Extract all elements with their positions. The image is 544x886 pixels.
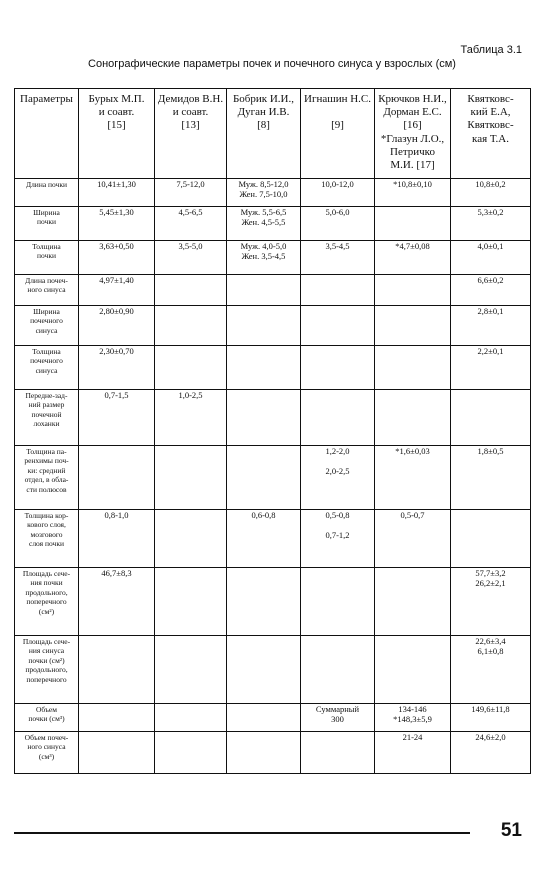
table-number: Таблица 3.1	[460, 44, 522, 56]
value-cell	[375, 306, 451, 346]
cell-line: Ширина	[33, 307, 60, 316]
parameter-name-cell	[15, 568, 79, 636]
cell-line: 0,5-0,7	[400, 510, 425, 520]
cell-line: почки	[37, 251, 56, 261]
cell-line: ний размер	[28, 400, 65, 410]
value-cell	[451, 390, 531, 446]
value-cell	[451, 704, 531, 732]
value-cell	[227, 390, 301, 446]
value-cell	[301, 446, 375, 510]
value-cell	[79, 390, 155, 446]
table-row	[15, 306, 531, 346]
cell-line: 1,2-2,0	[325, 446, 350, 456]
column-header-line: *Глазун Л.О.,	[380, 132, 445, 145]
cell-line: Длина почеч-	[25, 276, 68, 285]
cell-line: 2,8±0,1	[477, 306, 504, 316]
cell-line: 0,6-0,8	[251, 510, 276, 520]
value-cell	[155, 207, 227, 241]
cell-line: 46,7±8,3	[101, 568, 132, 578]
value-cell	[79, 346, 155, 390]
value-cell	[301, 704, 375, 732]
value-cell	[375, 179, 451, 207]
table-header	[15, 89, 531, 179]
cell-line: Толщина	[32, 242, 61, 251]
column-header-line: Параметры	[20, 93, 73, 105]
value-cell	[227, 241, 301, 275]
cell-line: 1,0-2,5	[178, 390, 203, 400]
column-header	[15, 89, 79, 179]
column-header-line: и соавт.	[98, 106, 135, 119]
column-header-line: Бобрик И.И.,	[232, 93, 295, 105]
cell-line: почки (см²)	[28, 655, 65, 665]
column-header	[451, 89, 531, 179]
value-cell	[301, 207, 375, 241]
column-header	[375, 89, 451, 179]
cell-line: синуса	[35, 325, 58, 335]
cell-line: Толщина па-	[26, 447, 67, 456]
parameter-name-cell	[15, 704, 79, 732]
value-cell	[451, 306, 531, 346]
value-cell	[155, 446, 227, 510]
value-cell	[301, 275, 375, 306]
cell-line: мозгового	[30, 529, 63, 539]
cell-line: Длина почки	[25, 180, 68, 189]
table-row	[15, 390, 531, 446]
value-cell	[451, 732, 531, 774]
value-cell	[451, 179, 531, 207]
column-header-line: [16]	[403, 119, 422, 132]
cell-line: 3,63+0,50	[99, 241, 134, 251]
value-cell	[301, 346, 375, 390]
cell-line: Передне-зад-	[25, 391, 68, 400]
parameters-table	[14, 88, 531, 774]
value-cell	[155, 568, 227, 636]
cell-line: кового слоя,	[27, 520, 66, 530]
value-cell	[155, 306, 227, 346]
cell-line: синуса	[35, 365, 58, 375]
value-cell	[375, 446, 451, 510]
table-row	[15, 568, 531, 636]
column-header-line	[303, 106, 372, 119]
column-header-line: Петричко	[390, 145, 435, 158]
cell-line: продольного,	[25, 587, 68, 597]
footer-rule	[14, 832, 470, 834]
value-cell	[301, 179, 375, 207]
column-header-line: Дуган И.В.	[237, 106, 290, 119]
cell-line: Муж. 8,5-12,0	[238, 179, 289, 189]
value-cell	[375, 390, 451, 446]
column-header	[79, 89, 155, 179]
cell-line: Объем почеч-	[24, 733, 69, 742]
cell-line: 10,0-12,0	[321, 179, 354, 189]
column-header-line: [15]	[107, 119, 126, 132]
value-cell	[375, 510, 451, 568]
cell-line: 22,6±3,4	[475, 636, 506, 646]
column-header-line: Демидов В.Н.	[157, 93, 224, 105]
parameter-name-cell	[15, 346, 79, 390]
cell-line: 57,7±3,2	[475, 568, 506, 578]
value-cell	[301, 636, 375, 704]
table-row	[15, 241, 531, 275]
cell-line: Объем	[36, 705, 57, 714]
cell-line: 21-24	[402, 732, 423, 742]
parameter-name-cell	[15, 390, 79, 446]
column-header-line: кая Т.А.	[472, 132, 509, 145]
cell-line: 3,5-5,0	[178, 241, 203, 251]
cell-line: 7,5-12,0	[176, 179, 205, 189]
value-cell	[155, 179, 227, 207]
cell-line: 3,5-4,5	[325, 241, 350, 251]
cell-line: 10,41±1,30	[97, 179, 136, 189]
parameter-name-cell	[15, 241, 79, 275]
cell-line: ки: средний	[27, 465, 66, 475]
cell-line: почки	[37, 217, 56, 227]
table-row	[15, 704, 531, 732]
header-row	[15, 89, 531, 179]
table-row	[15, 346, 531, 390]
cell-line: 0,7-1,2	[325, 529, 350, 540]
column-header-line: и соавт.	[172, 106, 209, 119]
table-caption: Сонографические параметры почек и почечного синуса у взрослых (см)	[88, 58, 456, 70]
table-row	[15, 207, 531, 241]
cell-line: Суммарный	[315, 704, 360, 714]
value-cell	[301, 306, 375, 346]
cell-line: 4,0±0,1	[477, 241, 504, 251]
column-header-line: Дорман Е.С.	[383, 106, 442, 119]
cell-line: ния синуса	[28, 646, 65, 656]
value-cell	[227, 732, 301, 774]
page-number: 51	[500, 820, 522, 841]
value-cell	[451, 241, 531, 275]
value-cell	[375, 275, 451, 306]
value-cell	[227, 346, 301, 390]
table-body	[15, 179, 531, 774]
value-cell	[375, 346, 451, 390]
value-cell	[451, 446, 531, 510]
value-cell	[155, 346, 227, 390]
value-cell	[227, 275, 301, 306]
value-cell	[301, 732, 375, 774]
value-cell	[301, 568, 375, 636]
cell-line: 5,0-6,0	[325, 207, 350, 217]
cell-line: (см³)	[38, 751, 55, 761]
value-cell	[227, 568, 301, 636]
column-header-line: кий Е.А,	[470, 106, 511, 119]
table-row	[15, 510, 531, 568]
cell-line: ного синуса	[27, 742, 66, 752]
value-cell	[155, 275, 227, 306]
value-cell	[79, 179, 155, 207]
column-header-line: Бурых М.П.	[88, 93, 145, 105]
value-cell	[451, 636, 531, 704]
cell-line: 0,7-1,5	[104, 390, 129, 400]
column-header-line: Квятковс-	[467, 119, 514, 132]
cell-line: 0,5-0,8	[325, 510, 350, 520]
cell-line: 5,3±0,2	[477, 207, 504, 217]
parameter-name-cell	[15, 636, 79, 704]
value-cell	[79, 732, 155, 774]
cell-line: ренхимы поч-	[24, 456, 69, 466]
column-header-line: [8]	[257, 119, 270, 132]
cell-line: 24,6±2,0	[475, 732, 506, 742]
cell-line: слоя почки	[28, 539, 64, 549]
table-row	[15, 446, 531, 510]
cell-line: Ширина	[33, 208, 60, 217]
table-row	[15, 275, 531, 306]
table-row	[15, 179, 531, 207]
cell-line: отдел, в обла-	[24, 475, 69, 485]
value-cell	[79, 446, 155, 510]
cell-line: Толщина	[32, 347, 61, 356]
cell-line: ного синуса	[27, 285, 66, 295]
value-cell	[227, 179, 301, 207]
cell-line: 5,45±1,30	[99, 207, 134, 217]
value-cell	[227, 636, 301, 704]
cell-line: Площадь сече-	[22, 637, 71, 646]
cell-line: 134-146	[398, 704, 427, 714]
parameter-name-cell	[15, 732, 79, 774]
value-cell	[227, 207, 301, 241]
value-cell	[155, 704, 227, 732]
cell-line: сти полюсов	[26, 484, 67, 494]
value-cell	[79, 568, 155, 636]
cell-line: почечного	[30, 356, 63, 366]
cell-line: *1,6±0,03	[395, 446, 430, 456]
value-cell	[155, 241, 227, 275]
value-cell	[375, 241, 451, 275]
value-cell	[375, 704, 451, 732]
value-cell	[375, 568, 451, 636]
cell-line: 2,0-2,5	[325, 465, 350, 476]
cell-line: *4,7±0,08	[395, 241, 430, 251]
column-header-line: [13]	[181, 119, 200, 132]
table-row	[15, 636, 531, 704]
cell-line: 6,1±0,8	[477, 645, 504, 656]
table-row	[15, 732, 531, 774]
cell-line: Жен. 4,5-5,5	[241, 216, 286, 227]
cell-line: 4,5-6,5	[178, 207, 203, 217]
value-cell	[375, 732, 451, 774]
value-cell	[301, 510, 375, 568]
cell-line: 2,2±0,1	[477, 346, 504, 356]
cell-line: ния почки	[30, 578, 63, 588]
cell-line: почечного	[30, 316, 63, 326]
parameter-name-cell	[15, 510, 79, 568]
value-cell	[79, 275, 155, 306]
value-cell	[451, 510, 531, 568]
value-cell	[79, 241, 155, 275]
value-cell	[155, 636, 227, 704]
parameter-name-cell	[15, 275, 79, 306]
cell-line: *148,3±5,9	[393, 713, 432, 724]
cell-line: почечной	[31, 409, 62, 419]
cell-line: 2,30±0,70	[99, 346, 134, 356]
cell-line: Толщина кор-	[24, 511, 69, 520]
cell-line: почки (см³)	[28, 714, 65, 724]
column-header-line: Крючков Н.И.,	[378, 93, 447, 105]
cell-line: (см²)	[38, 606, 55, 616]
cell-line: Муж. 4,0-5,0	[240, 241, 287, 251]
cell-line: Жен. 7,5-10,0	[239, 188, 288, 199]
cell-line: Муж. 5,5-6,5	[240, 207, 287, 217]
value-cell	[227, 510, 301, 568]
cell-line: Площадь сече-	[22, 569, 71, 578]
value-cell	[375, 636, 451, 704]
cell-line: Жен. 3,5-4,5	[241, 250, 286, 261]
parameter-name-cell	[15, 207, 79, 241]
cell-line: 4,97±1,40	[99, 275, 134, 285]
parameter-name-cell	[15, 446, 79, 510]
cell-line: поперечного	[26, 597, 67, 607]
value-cell	[79, 207, 155, 241]
cell-line: *10,8±0,10	[393, 179, 432, 189]
value-cell	[375, 207, 451, 241]
value-cell	[155, 510, 227, 568]
value-cell	[79, 510, 155, 568]
cell-line: 6,6±0,2	[477, 275, 504, 285]
value-cell	[301, 241, 375, 275]
value-cell	[227, 704, 301, 732]
parameter-name-cell	[15, 306, 79, 346]
cell-line: 149,6±11,8	[471, 704, 510, 714]
value-cell	[155, 732, 227, 774]
value-cell	[79, 636, 155, 704]
column-header	[301, 89, 375, 179]
cell-line: 0,8-1,0	[104, 510, 129, 520]
value-cell	[79, 704, 155, 732]
cell-line: 2,80±0,90	[99, 306, 134, 316]
value-cell	[227, 446, 301, 510]
column-header-line: Игнашин Н.С.	[304, 93, 371, 105]
value-cell	[451, 568, 531, 636]
value-cell	[79, 306, 155, 346]
value-cell	[451, 207, 531, 241]
value-cell	[451, 275, 531, 306]
column-header-line: Квятковс-	[467, 93, 514, 105]
cell-line: 1,8±0,5	[477, 446, 504, 456]
column-header-line: М.И. [17]	[390, 158, 435, 171]
column-header	[227, 89, 301, 179]
parameter-name-cell	[15, 179, 79, 207]
value-cell	[301, 390, 375, 446]
cell-line: 26,2±2,1	[475, 577, 506, 588]
cell-line: 300	[331, 713, 344, 724]
column-header-line: [9]	[331, 119, 344, 132]
value-cell	[155, 390, 227, 446]
value-cell	[227, 306, 301, 346]
cell-line: продольного,	[25, 665, 68, 675]
cell-line: поперечного	[26, 674, 67, 684]
cell-line: 10,8±0,2	[475, 179, 506, 189]
cell-line: лоханки	[33, 419, 60, 429]
column-header	[155, 89, 227, 179]
value-cell	[451, 346, 531, 390]
